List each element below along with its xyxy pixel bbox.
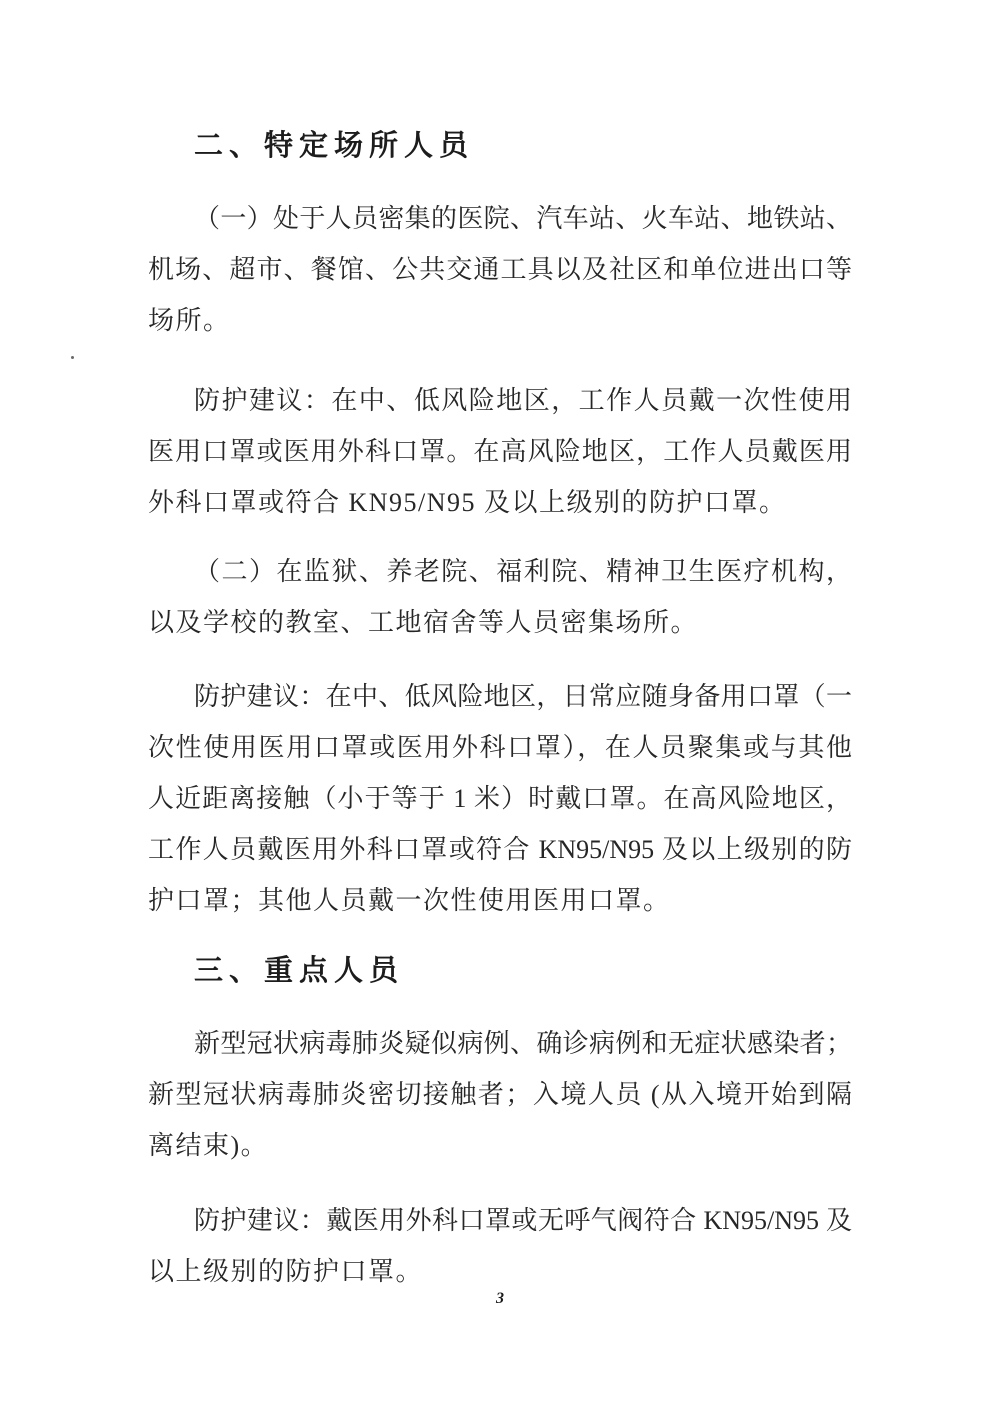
text-line: 外科口罩或符合 KN95/N95 及以上级别的防护口罩。 — [148, 488, 787, 517]
text-line: 人近距离接触（小于等于 1 米）时戴口罩。在高风险地区， — [148, 784, 852, 813]
document-body — [148, 0, 852, 1297]
text-line: 以上级别的防护口罩。 — [148, 1257, 424, 1286]
text-line: 次性使用医用口罩或医用外科口罩），在人员聚集或与其他 — [148, 733, 852, 762]
paragraph — [148, 1195, 852, 1297]
text-line: 机场、超市、餐馆、公共交通工具以及社区和单位进出口等 — [148, 255, 852, 284]
scan-speck — [71, 356, 74, 359]
text-line: （一）处于人员密集的医院、汽车站、火车站、地铁站、 — [194, 204, 852, 233]
section-heading: 三、重点人员 — [194, 955, 405, 987]
text-line: 医用口罩或医用外科口罩。在高风险地区，工作人员戴医用 — [148, 437, 852, 466]
text-line: 新型冠状病毒肺炎密切接触者；入境人员 (从入境开始到隔 — [148, 1080, 852, 1109]
text-line: 场所。 — [148, 306, 231, 335]
paragraph — [148, 671, 852, 926]
paragraph — [148, 193, 852, 346]
text-line: 以及学校的教室、工地宿舍等人员密集场所。 — [148, 608, 699, 637]
text-line: 新型冠状病毒肺炎疑似病例、确诊病例和无症状感染者； — [194, 1029, 852, 1058]
paragraph — [148, 1018, 852, 1171]
text-line: 护口罩；其他人员戴一次性使用医用口罩。 — [148, 886, 671, 915]
text-line: 离结束)。 — [148, 1131, 269, 1160]
text-line: 防护建议：在中、低风险地区，日常应随身备用口罩（一 — [194, 682, 852, 711]
paragraph — [148, 375, 852, 528]
text-line: 工作人员戴医用外科口罩或符合 KN95/N95 及以上级别的防 — [148, 835, 852, 864]
text-line: 防护建议：在中、低风险地区，工作人员戴一次性使用 — [194, 386, 852, 415]
text-line: 防护建议：戴医用外科口罩或无呼气阀符合 KN95/N95 及 — [194, 1206, 852, 1235]
page-number: 3 — [496, 1290, 504, 1307]
paragraph — [148, 546, 852, 648]
section-heading: 二、特定场所人员 — [194, 130, 475, 162]
text-line: （二）在监狱、养老院、福利院、精神卫生医疗机构， — [194, 557, 852, 586]
